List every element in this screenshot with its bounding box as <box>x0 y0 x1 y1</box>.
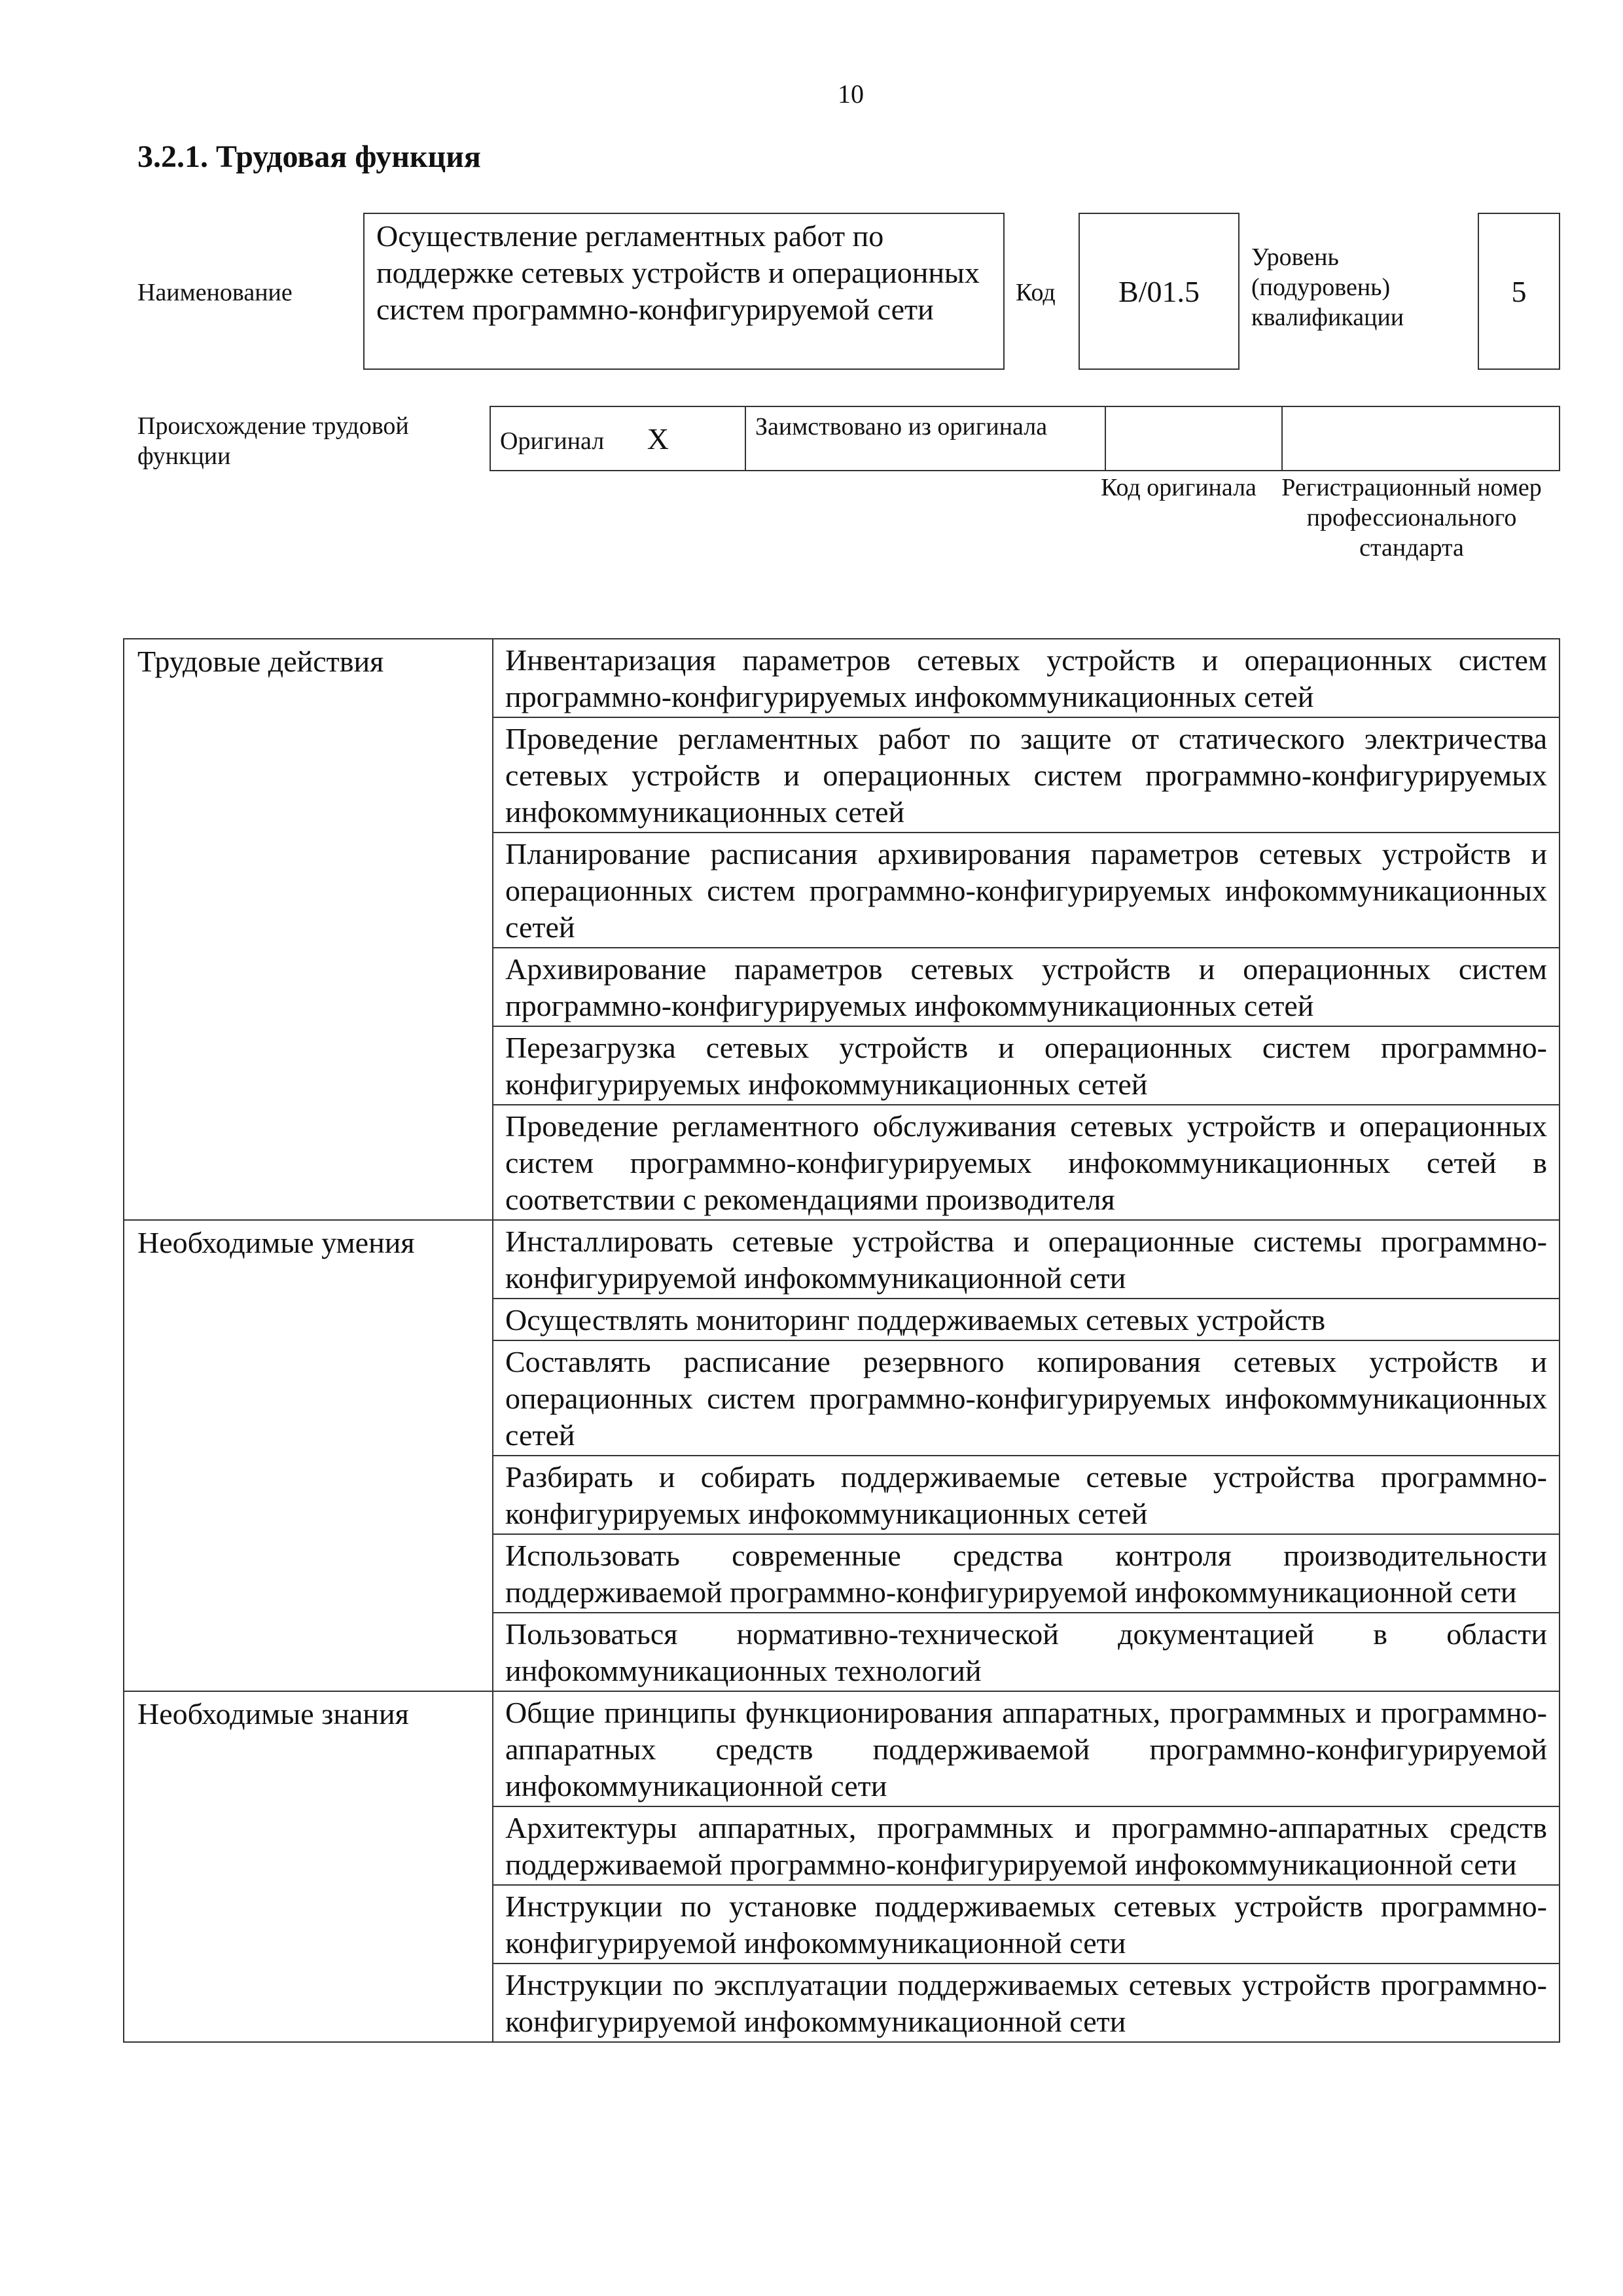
origin-reg-cell <box>1282 406 1560 471</box>
table-row <box>124 1691 1560 1806</box>
function-code-box: B/01.5 <box>1079 213 1240 370</box>
table-cell-item: Перезагрузка сетевых устройств и операционных систем программно-конфигурируемых инфокоммуникационных сетей <box>493 1026 1560 1105</box>
table-cell-item: Использовать современные средства контроля производительности поддерживаемой программно-конфигурируемой инфокоммуникационной сети <box>493 1534 1560 1613</box>
origin-original-label: Оригинал <box>500 427 605 455</box>
origin-original-mark: X <box>647 422 669 456</box>
origin-reg-caption: Регистрационный номер профессионального стандарта <box>1281 474 1542 562</box>
origin-label: Происхождение трудовой функции <box>137 412 409 470</box>
competency-table <box>123 638 1560 2043</box>
section-title-knowledge: Необходимые знания <box>124 1691 493 2042</box>
table-row <box>124 639 1560 717</box>
table-cell-item: Общие принципы функционирования аппаратных, программных и программно-аппаратных средств поддерживаемой программно-конфигурируемой инфокоммуникационной сети <box>493 1691 1560 1806</box>
table-cell-item: Архитектуры аппаратных, программных и программно-аппаратных средств поддерживаемой программно-конфигурируемой инфокоммуникационной сети <box>493 1806 1560 1885</box>
page-number: 10 <box>838 79 864 109</box>
section-title: 3.2.1. Трудовая функция <box>137 139 481 174</box>
origin-borrowed-cell: Заимствовано из оригинала <box>745 406 1105 471</box>
name-label: Наименование <box>137 279 293 306</box>
table-cell-item: Инструкции по установке поддерживаемых сетевых устройств программно-конфигурируемой инфокоммуникационной сети <box>493 1885 1560 1964</box>
table-cell-item: Инвентаризация параметров сетевых устройств и операционных систем программно-конфигурируемых инфокоммуникационных сетей <box>493 639 1560 717</box>
table-cell-item: Пользоваться нормативно-технической документацией в области инфокоммуникационных технологий <box>493 1613 1560 1691</box>
function-name-box: Осуществление регламентных работ по поддержке сетевых устройств и операционных систем программно-конфигурируемой сети <box>363 213 1005 370</box>
table-cell-item: Инсталлировать сетевые устройства и операционные системы программно-конфигурируемой инфокоммуникационной сети <box>493 1220 1560 1299</box>
table-cell-item: Составлять расписание резервного копирования сетевых устройств и операционных систем программно-конфигурируемых инфокоммуникационных сетей <box>493 1340 1560 1456</box>
table-row <box>124 1220 1560 1299</box>
table-cell-item: Проведение регламентного обслуживания сетевых устройств и операционных систем программно-конфигурируемых инфокоммуникационных сетей в соответствии с рекомендациями производителя <box>493 1105 1560 1220</box>
section-title-labor-actions: Трудовые действия <box>124 639 493 1220</box>
table-cell-item: Осуществлять мониторинг поддерживаемых сетевых устройств <box>493 1299 1560 1340</box>
qualification-level-box: 5 <box>1478 213 1560 370</box>
section-title-skills: Необходимые умения <box>124 1220 493 1691</box>
origin-code-cell <box>1105 406 1282 471</box>
origin-original-cell <box>490 406 745 471</box>
table-cell-item: Проведение регламентных работ по защите от статического электричества сетевых устройств и операционных систем программно-конфигурируемых инфокоммуникационных сетей <box>493 717 1560 833</box>
code-label: Код <box>1016 279 1056 306</box>
qualification-level-label: Уровень (подуровень) квалификации <box>1251 243 1404 331</box>
table-cell-item: Инструкции по эксплуатации поддерживаемых сетевых устройств программно-конфигурируемой инфокоммуникационной сети <box>493 1964 1560 2042</box>
table-cell-item: Планирование расписания архивирования параметров сетевых устройств и операционных систем программно-конфигурируемых инфокоммуникационных сетей <box>493 833 1560 948</box>
origin-table <box>490 406 1560 471</box>
origin-code-caption: Код оригинала <box>1101 474 1257 501</box>
table-cell-item: Архивирование параметров сетевых устройств и операционных систем программно-конфигурируемых инфокоммуникационных сетей <box>493 948 1560 1026</box>
table-cell-item: Разбирать и собирать поддерживаемые сетевые устройства программно-конфигурируемых инфокоммуникационных сетей <box>493 1456 1560 1534</box>
